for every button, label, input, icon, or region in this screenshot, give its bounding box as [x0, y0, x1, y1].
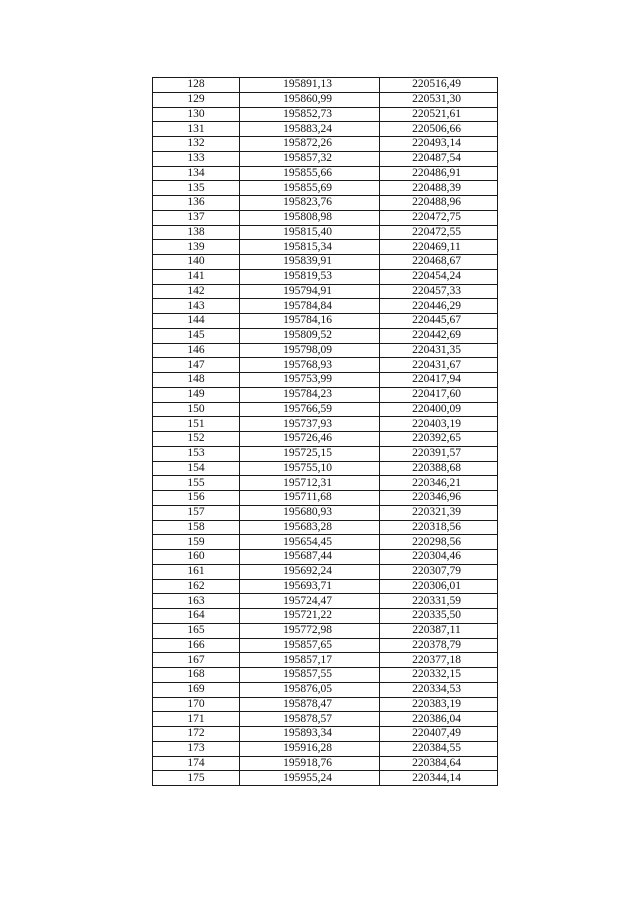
y-coordinate-cell: 220431,67: [380, 358, 498, 373]
table-row: [153, 78, 498, 93]
y-coordinate-cell: 220457,33: [380, 284, 498, 299]
table-row: [153, 122, 498, 137]
point-number-cell: 169: [153, 682, 240, 697]
point-number-cell: 154: [153, 461, 240, 476]
table-row: [153, 225, 498, 240]
table-row: [153, 668, 498, 683]
table-row: [153, 210, 498, 225]
table-row: [153, 299, 498, 314]
table-row: [153, 579, 498, 594]
point-number-cell: 162: [153, 579, 240, 594]
x-coordinate-cell: 195860,99: [240, 92, 380, 107]
table-row: [153, 92, 498, 107]
table-row: [153, 181, 498, 196]
table-row: [153, 373, 498, 388]
x-coordinate-cell: 195772,98: [240, 623, 380, 638]
point-number-cell: 160: [153, 550, 240, 565]
x-coordinate-cell: 195755,10: [240, 461, 380, 476]
y-coordinate-cell: 220334,53: [380, 682, 498, 697]
x-coordinate-cell: 195872,26: [240, 137, 380, 152]
table-row: [153, 343, 498, 358]
table-row: [153, 564, 498, 579]
y-coordinate-cell: 220318,56: [380, 520, 498, 535]
y-coordinate-cell: 220332,15: [380, 668, 498, 683]
x-coordinate-cell: 195916,28: [240, 741, 380, 756]
table-row: [153, 491, 498, 506]
x-coordinate-cell: 195815,40: [240, 225, 380, 240]
point-number-cell: 164: [153, 609, 240, 624]
point-number-cell: 156: [153, 491, 240, 506]
x-coordinate-cell: 195808,98: [240, 210, 380, 225]
y-coordinate-cell: 220469,11: [380, 240, 498, 255]
y-coordinate-cell: 220454,24: [380, 269, 498, 284]
y-coordinate-cell: 220386,04: [380, 712, 498, 727]
table-row: [153, 432, 498, 447]
x-coordinate-cell: 195737,93: [240, 417, 380, 432]
table-row: [153, 756, 498, 771]
x-coordinate-cell: 195955,24: [240, 771, 380, 786]
table-row: [153, 505, 498, 520]
point-number-cell: 159: [153, 535, 240, 550]
point-number-cell: 172: [153, 727, 240, 742]
y-coordinate-cell: 220472,55: [380, 225, 498, 240]
y-coordinate-cell: 220521,61: [380, 107, 498, 122]
table-row: [153, 166, 498, 181]
point-number-cell: 143: [153, 299, 240, 314]
x-coordinate-cell: 195798,09: [240, 343, 380, 358]
y-coordinate-cell: 220383,19: [380, 697, 498, 712]
y-coordinate-cell: 220392,65: [380, 432, 498, 447]
point-number-cell: 135: [153, 181, 240, 196]
table-row: [153, 712, 498, 727]
table-row: [153, 727, 498, 742]
point-number-cell: 152: [153, 432, 240, 447]
x-coordinate-cell: 195693,71: [240, 579, 380, 594]
x-coordinate-cell: 195683,28: [240, 520, 380, 535]
x-coordinate-cell: 195815,34: [240, 240, 380, 255]
point-number-cell: 131: [153, 122, 240, 137]
point-number-cell: 153: [153, 446, 240, 461]
table-row: [153, 328, 498, 343]
point-number-cell: 141: [153, 269, 240, 284]
x-coordinate-cell: 195766,59: [240, 402, 380, 417]
point-number-cell: 170: [153, 697, 240, 712]
x-coordinate-cell: 195855,69: [240, 181, 380, 196]
point-number-cell: 163: [153, 594, 240, 609]
point-number-cell: 130: [153, 107, 240, 122]
x-coordinate-cell: 195784,23: [240, 387, 380, 402]
table-row: [153, 151, 498, 166]
table-row: [153, 741, 498, 756]
y-coordinate-cell: 220407,49: [380, 727, 498, 742]
x-coordinate-cell: 195725,15: [240, 446, 380, 461]
y-coordinate-cell: 220304,46: [380, 550, 498, 565]
y-coordinate-cell: 220346,96: [380, 491, 498, 506]
y-coordinate-cell: 220417,60: [380, 387, 498, 402]
table-row: [153, 107, 498, 122]
point-number-cell: 158: [153, 520, 240, 535]
point-number-cell: 148: [153, 373, 240, 388]
point-number-cell: 133: [153, 151, 240, 166]
point-number-cell: 149: [153, 387, 240, 402]
table-row: [153, 137, 498, 152]
table-row: [153, 550, 498, 565]
point-number-cell: 147: [153, 358, 240, 373]
point-number-cell: 161: [153, 564, 240, 579]
x-coordinate-cell: 195876,05: [240, 682, 380, 697]
y-coordinate-cell: 220298,56: [380, 535, 498, 550]
table-row: [153, 358, 498, 373]
y-coordinate-cell: 220384,55: [380, 741, 498, 756]
x-coordinate-cell: 195918,76: [240, 756, 380, 771]
point-number-cell: 134: [153, 166, 240, 181]
y-coordinate-cell: 220488,96: [380, 196, 498, 211]
table-row: [153, 196, 498, 211]
y-coordinate-cell: 220493,14: [380, 137, 498, 152]
point-number-cell: 151: [153, 417, 240, 432]
x-coordinate-cell: 195883,24: [240, 122, 380, 137]
x-coordinate-cell: 195794,91: [240, 284, 380, 299]
table-row: [153, 269, 498, 284]
coordinates-table: [152, 77, 498, 786]
y-coordinate-cell: 220531,30: [380, 92, 498, 107]
y-coordinate-cell: 220468,67: [380, 255, 498, 270]
x-coordinate-cell: 195753,99: [240, 373, 380, 388]
x-coordinate-cell: 195654,45: [240, 535, 380, 550]
point-number-cell: 166: [153, 638, 240, 653]
point-number-cell: 167: [153, 653, 240, 668]
y-coordinate-cell: 220346,21: [380, 476, 498, 491]
table-row: [153, 255, 498, 270]
y-coordinate-cell: 220391,57: [380, 446, 498, 461]
y-coordinate-cell: 220321,39: [380, 505, 498, 520]
x-coordinate-cell: 195857,65: [240, 638, 380, 653]
y-coordinate-cell: 220400,09: [380, 402, 498, 417]
table-row: [153, 240, 498, 255]
y-coordinate-cell: 220486,91: [380, 166, 498, 181]
y-coordinate-cell: 220384,64: [380, 756, 498, 771]
table-row: [153, 697, 498, 712]
table-row: [153, 682, 498, 697]
x-coordinate-cell: 195857,17: [240, 653, 380, 668]
point-number-cell: 136: [153, 196, 240, 211]
y-coordinate-cell: 220472,75: [380, 210, 498, 225]
x-coordinate-cell: 195891,13: [240, 78, 380, 93]
x-coordinate-cell: 195878,47: [240, 697, 380, 712]
point-number-cell: 157: [153, 505, 240, 520]
x-coordinate-cell: 195809,52: [240, 328, 380, 343]
y-coordinate-cell: 220431,35: [380, 343, 498, 358]
y-coordinate-cell: 220387,11: [380, 623, 498, 638]
x-coordinate-cell: 195768,93: [240, 358, 380, 373]
x-coordinate-cell: 195819,53: [240, 269, 380, 284]
table-row: [153, 594, 498, 609]
point-number-cell: 129: [153, 92, 240, 107]
table-row: [153, 284, 498, 299]
point-number-cell: 173: [153, 741, 240, 756]
coordinates-table-body: [153, 78, 498, 786]
point-number-cell: 145: [153, 328, 240, 343]
y-coordinate-cell: 220445,67: [380, 314, 498, 329]
point-number-cell: 150: [153, 402, 240, 417]
x-coordinate-cell: 195721,22: [240, 609, 380, 624]
x-coordinate-cell: 195855,66: [240, 166, 380, 181]
point-number-cell: 168: [153, 668, 240, 683]
y-coordinate-cell: 220335,50: [380, 609, 498, 624]
x-coordinate-cell: 195784,16: [240, 314, 380, 329]
x-coordinate-cell: 195711,68: [240, 491, 380, 506]
y-coordinate-cell: 220487,54: [380, 151, 498, 166]
y-coordinate-cell: 220378,79: [380, 638, 498, 653]
point-number-cell: 138: [153, 225, 240, 240]
y-coordinate-cell: 220331,59: [380, 594, 498, 609]
y-coordinate-cell: 220306,01: [380, 579, 498, 594]
point-number-cell: 144: [153, 314, 240, 329]
table-row: [153, 520, 498, 535]
y-coordinate-cell: 220506,66: [380, 122, 498, 137]
table-row: [153, 402, 498, 417]
point-number-cell: 165: [153, 623, 240, 638]
y-coordinate-cell: 220442,69: [380, 328, 498, 343]
x-coordinate-cell: 195839,91: [240, 255, 380, 270]
table-row: [153, 314, 498, 329]
table-row: [153, 446, 498, 461]
y-coordinate-cell: 220307,79: [380, 564, 498, 579]
point-number-cell: 146: [153, 343, 240, 358]
table-row: [153, 771, 498, 786]
point-number-cell: 128: [153, 78, 240, 93]
point-number-cell: 140: [153, 255, 240, 270]
x-coordinate-cell: 195857,32: [240, 151, 380, 166]
table-row: [153, 653, 498, 668]
y-coordinate-cell: 220488,39: [380, 181, 498, 196]
x-coordinate-cell: 195893,34: [240, 727, 380, 742]
point-number-cell: 171: [153, 712, 240, 727]
y-coordinate-cell: 220388,68: [380, 461, 498, 476]
table-row: [153, 476, 498, 491]
x-coordinate-cell: 195687,44: [240, 550, 380, 565]
y-coordinate-cell: 220417,94: [380, 373, 498, 388]
table-row: [153, 623, 498, 638]
point-number-cell: 132: [153, 137, 240, 152]
x-coordinate-cell: 195724,47: [240, 594, 380, 609]
table-row: [153, 638, 498, 653]
y-coordinate-cell: 220377,18: [380, 653, 498, 668]
point-number-cell: 139: [153, 240, 240, 255]
point-number-cell: 174: [153, 756, 240, 771]
x-coordinate-cell: 195726,46: [240, 432, 380, 447]
x-coordinate-cell: 195680,93: [240, 505, 380, 520]
x-coordinate-cell: 195712,31: [240, 476, 380, 491]
table-row: [153, 609, 498, 624]
table-row: [153, 387, 498, 402]
point-number-cell: 137: [153, 210, 240, 225]
table-row: [153, 535, 498, 550]
x-coordinate-cell: 195878,57: [240, 712, 380, 727]
point-number-cell: 155: [153, 476, 240, 491]
point-number-cell: 142: [153, 284, 240, 299]
y-coordinate-cell: 220516,49: [380, 78, 498, 93]
x-coordinate-cell: 195852,73: [240, 107, 380, 122]
y-coordinate-cell: 220446,29: [380, 299, 498, 314]
x-coordinate-cell: 195823,76: [240, 196, 380, 211]
y-coordinate-cell: 220344,14: [380, 771, 498, 786]
y-coordinate-cell: 220403,19: [380, 417, 498, 432]
x-coordinate-cell: 195857,55: [240, 668, 380, 683]
x-coordinate-cell: 195784,84: [240, 299, 380, 314]
table-row: [153, 417, 498, 432]
x-coordinate-cell: 195692,24: [240, 564, 380, 579]
point-number-cell: 175: [153, 771, 240, 786]
table-row: [153, 461, 498, 476]
